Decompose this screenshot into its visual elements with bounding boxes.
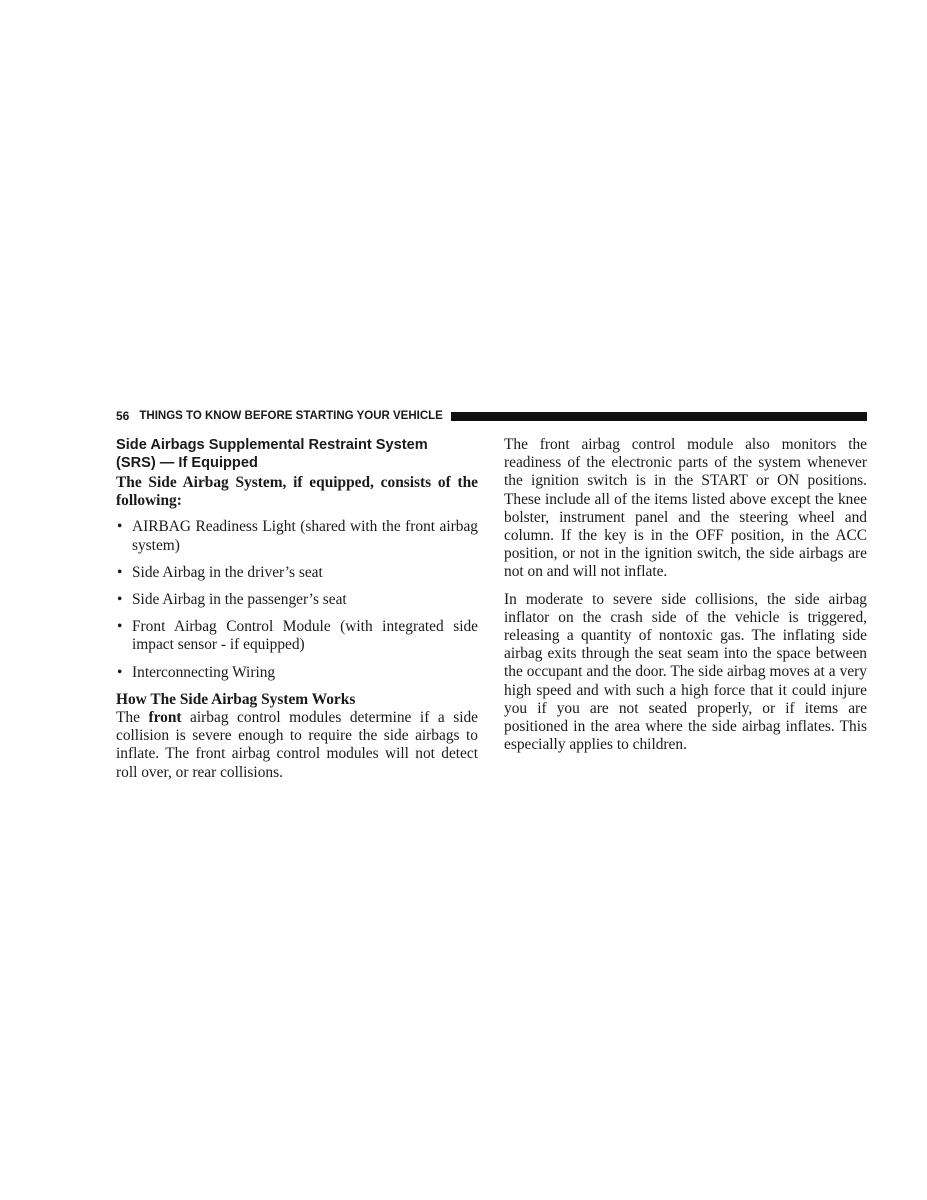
bullet-icon: •	[117, 663, 123, 681]
sub-heading: How The Side Airbag System Works	[116, 690, 356, 708]
component-list	[116, 518, 478, 681]
chapter-title: THINGS TO KNOW BEFORE STARTING YOUR VEHICLE	[139, 410, 443, 422]
body-paragraph	[116, 709, 478, 782]
section-title-line2: (SRS) — If Equipped	[116, 455, 258, 471]
list-item-text: Side Airbag in the passenger’s seat	[132, 591, 347, 609]
bullet-icon: •	[117, 618, 123, 636]
para-bold-word: front	[148, 709, 182, 727]
list-item	[116, 518, 478, 554]
list-item	[116, 591, 478, 609]
list-item-text: Side Airbag in the driver’s seat	[132, 563, 323, 581]
list-item-text: AIRBAG Readiness Light (shared with the front airbag system)	[132, 518, 478, 554]
right-column	[504, 436, 867, 763]
list-item	[116, 618, 478, 654]
bullet-icon: •	[117, 591, 123, 609]
section-title	[116, 436, 478, 472]
list-item	[116, 564, 478, 582]
bullet-icon: •	[117, 518, 123, 536]
list-item-text: Front Airbag Control Module (with integrated side impact sensor - if equipped)	[132, 618, 478, 654]
bullet-icon: •	[117, 563, 123, 581]
intro-text: The Side Airbag System, if equipped, consists of the following:	[116, 474, 478, 510]
para-lead: The	[116, 709, 149, 727]
page-number: 56	[116, 409, 130, 423]
section-title-line1: Side Airbags Supplemental Restraint System	[116, 437, 428, 453]
para-rest: airbag control modules determine if a side collision is severe enough to require the side airbags to inflate. The front airbag control modules will not detect roll over, or rear collisions.	[116, 709, 478, 781]
body-paragraph-2: In moderate to severe side collisions, the side airbag inflator on the crash side of the vehicle is triggered, releasing a quantity of nontoxic gas. The inflating side airbag exits through the seat seam into the space between the occupant and the door. The side airbag moves at a very high speed and with such a high force that it could injure you if you are not seated properly, or if items are positioned in the area where the side airbag inflates. This especially applies to children.	[504, 590, 867, 754]
body-paragraph-1: The front airbag control module also monitors the readiness of the electronic parts of the system whenever the ignition switch is in the START or ON positions. These include all of the items listed above except the knee bolster, instrument panel and the steering wheel and column. If the key is in the OFF position, in the ACC position, or not in the ignition switch, the side airbags are not on and will not inflate.	[504, 436, 867, 581]
list-item-text: Interconnecting Wiring	[132, 663, 276, 681]
page-header	[116, 408, 867, 424]
header-rule	[451, 412, 867, 421]
left-column	[116, 436, 478, 791]
list-item	[116, 664, 478, 682]
